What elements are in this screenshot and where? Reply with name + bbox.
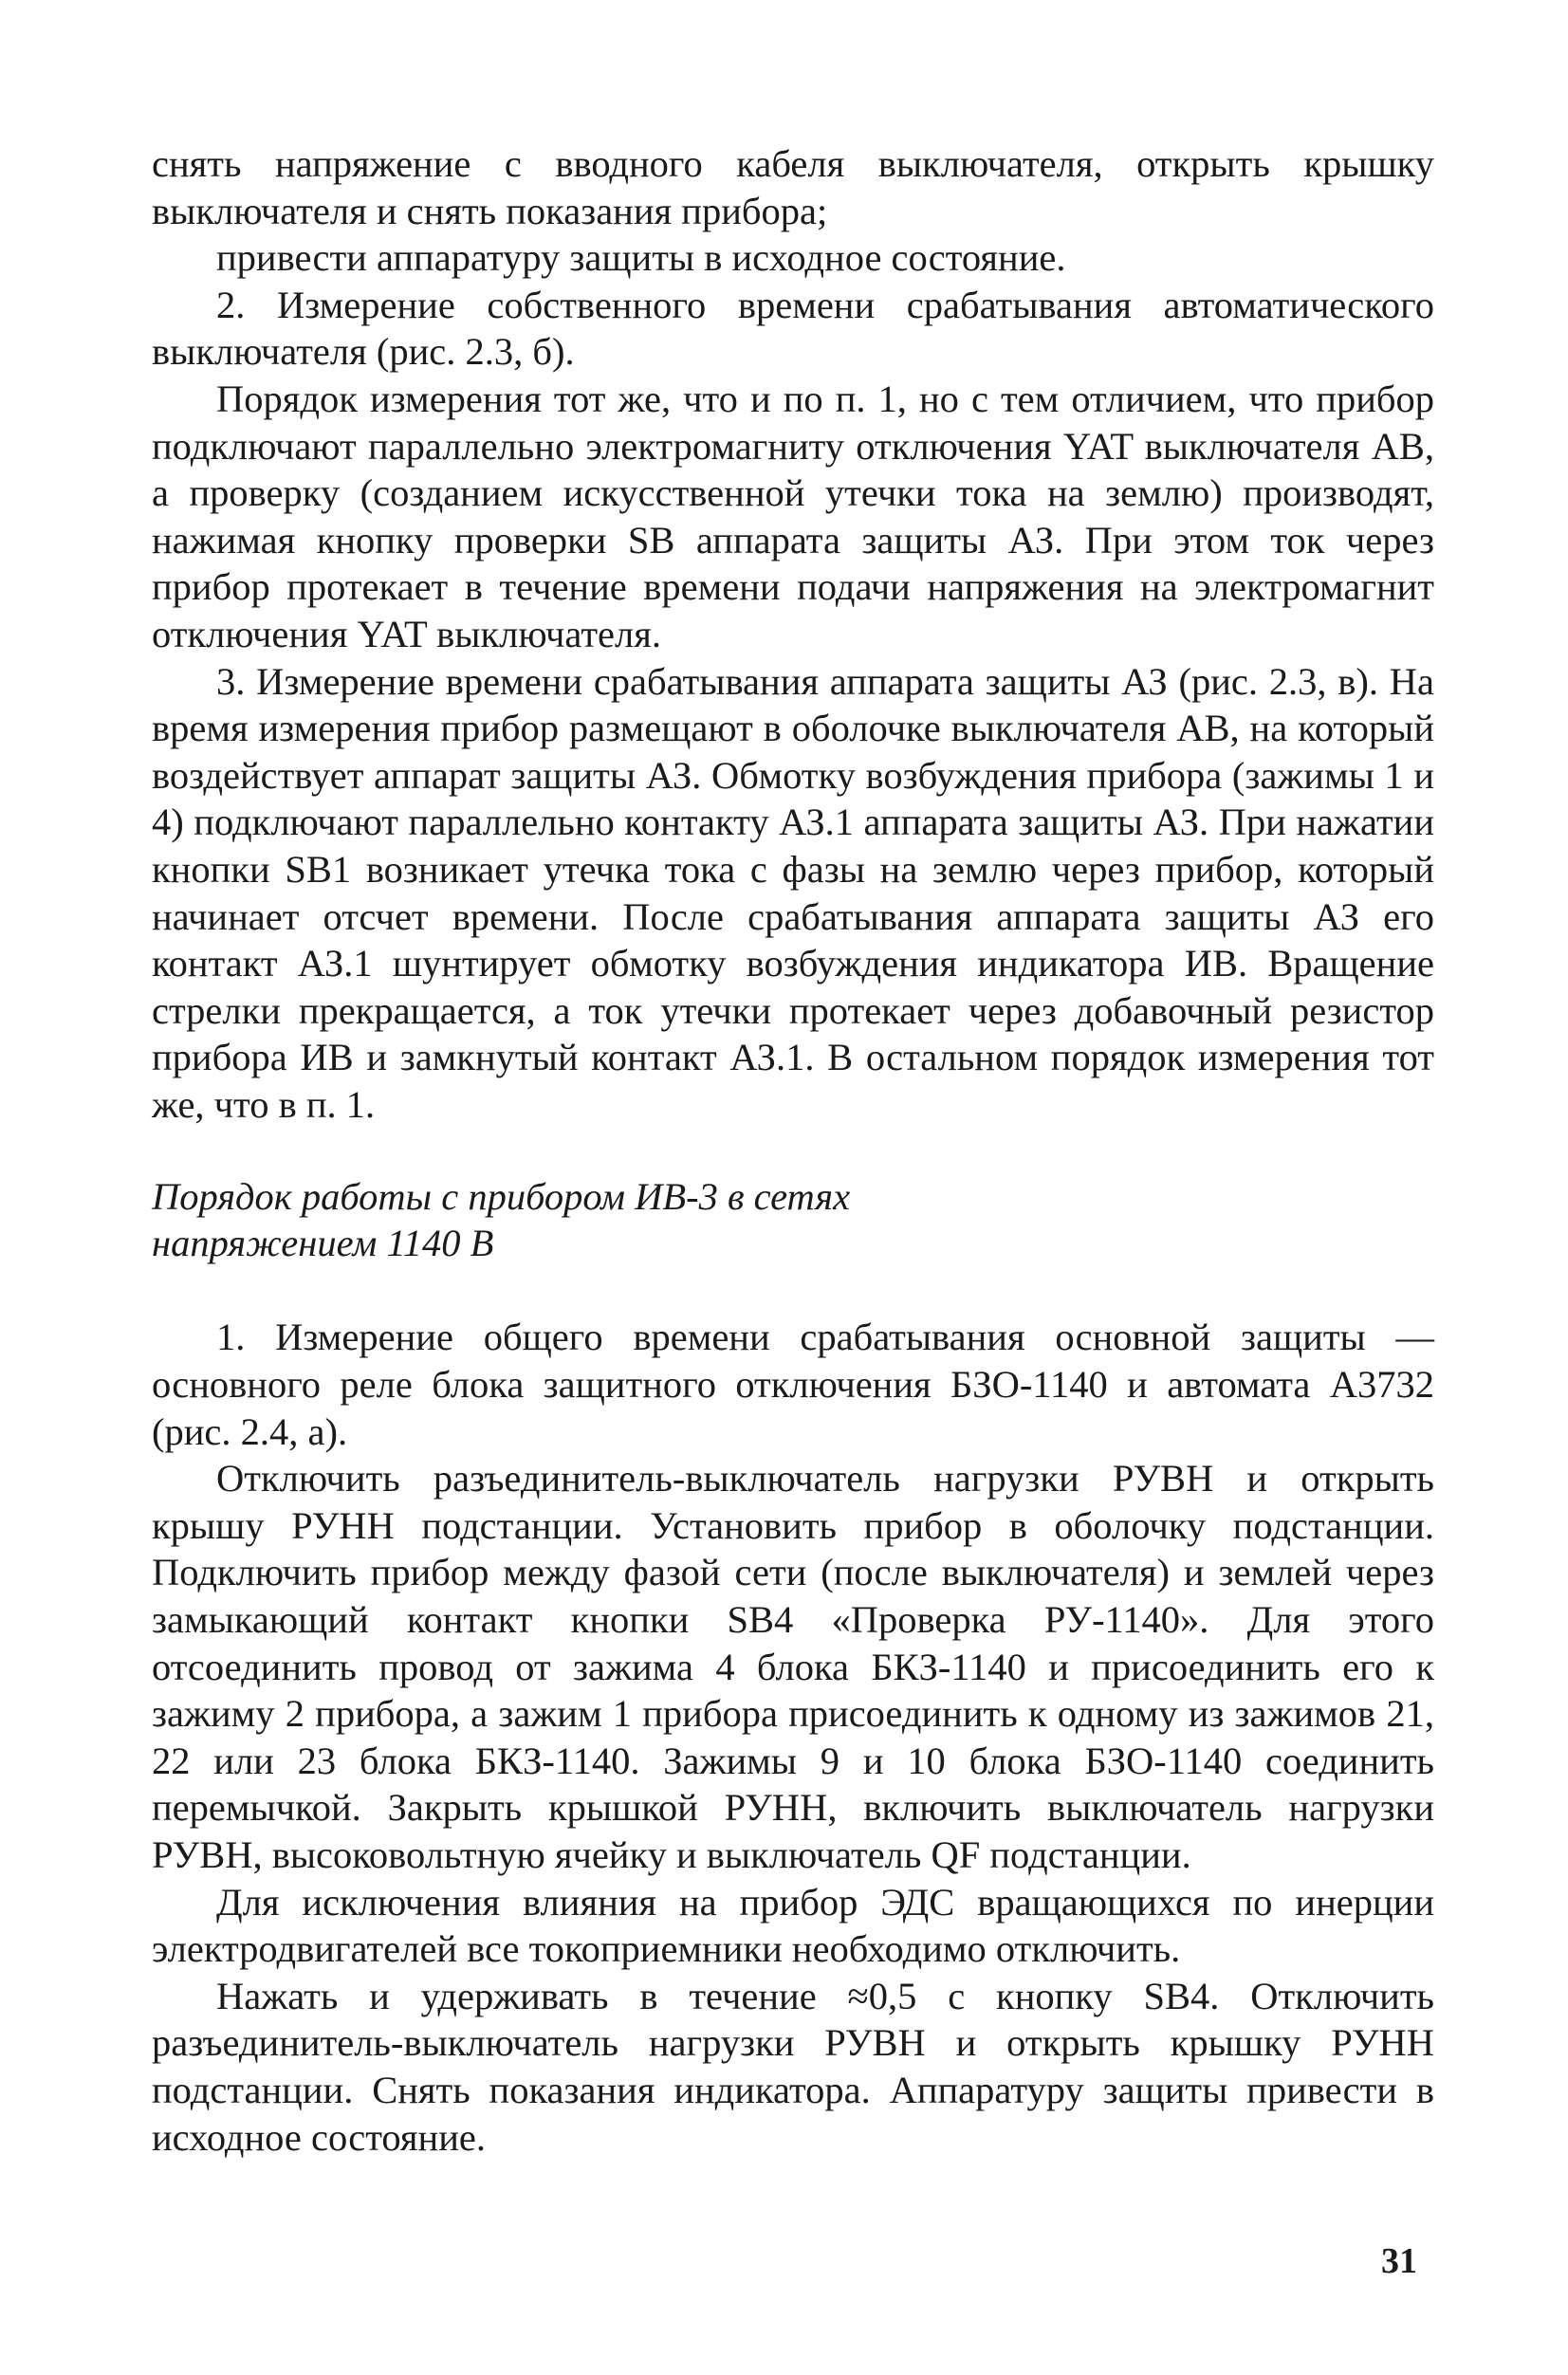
- paragraph-item-3: 3. Измерение времени срабатывания аппарата защиты АЗ (рис. 2.3, в). На время измерения прибор размещают в оболочке выключателя AB, на который воздействует аппарат защиты АЗ. Обмотку возбуждения прибора (зажимы 1 и 4) подключают параллельно контакту АЗ.1 аппарата защиты АЗ. При нажатии кнопки SB1 возникает утечка тока с фазы на землю через прибор, который начинает отсчет времени. После срабатывания аппарата защиты АЗ его контакт АЗ.1 шунтирует обмотку возбуждения индикатора ИВ. Вращение стрелки прекращается, а ток утечки протекает через добавочный резистор прибора ИВ и замкнутый контакт АЗ.1. В остальном порядок измерения тот же, что в п. 1.: [152, 659, 1434, 1126]
- section-heading-line-1: Порядок работы с прибором ИВ-3 в сетях: [152, 1175, 851, 1219]
- paragraph-1: снять напряжение с вводного кабеля выключателя, открыть крышку выключателя и снять показания прибора;: [152, 142, 1434, 232]
- paragraph-1140-note: Для исключения влияния на прибор ЭДС вращающихся по инерции электродвигателей все токоприемники необходимо отключить.: [152, 1880, 1434, 1971]
- page-number: 31: [1381, 2241, 1417, 2281]
- paragraph-item-2: 2. Измерение собственного времени срабатывания автоматического выключателя (рис. 2.3, б).: [152, 283, 1434, 374]
- section-heading: [152, 1173, 1434, 1266]
- page-body: [152, 140, 1434, 2161]
- paragraph-1140-item-1: 1. Измерение общего времени срабатывания основной защиты — основного реле блока защитного отключения БЗО-1140 и автомата А3732 (рис. 2.4, а).: [152, 1316, 1434, 1453]
- paragraph-2: привести аппаратуру защиты в исходное состояние.: [216, 236, 1066, 280]
- paragraph-1140-final: Нажать и удерживать в течение ≈0,5 с кнопку SB4. Отключить разъединитель-выключатель нагрузки РУВН и открыть крышку РУНН подстанции. Снять показания индикатора. Аппаратуру защиты привести в исходное состояние.: [152, 1974, 1434, 2159]
- paragraph-procedure: Порядок измерения тот же, что и по п. 1, но с тем отличием, что прибор подключают параллельно электромагниту отключения YAT выключателя AB, а проверку (созданием искусственной утечки тока на землю) производят, нажимая кнопку проверки SB аппарата защиты АЗ. При этом ток через прибор протекает в течение времени подачи напряжения на электромагнит отключения YAT выключателя.: [152, 377, 1434, 655]
- section-heading-line-2: напряжением 1140 В: [152, 1222, 494, 1265]
- paragraph-1140-procedure: Отключить разъединитель-выключатель нагрузки РУВН и открыть крышу РУНН подстанции. Установить прибор в оболочку подстанции. Подключить прибор между фазой сети (после выключателя) и землей через замыкающий контакт кнопки SB4 «Проверка РУ-1140». Для этого отсоединить провод от зажима 4 блока БКЗ-1140 и присоединить его к зажиму 2 прибора, а зажим 1 прибора присоединить к одному из зажимов 21, 22 или 23 блока БКЗ-1140. Зажимы 9 и 10 блока БЗО-1140 соединить перемычкой. Закрыть крышкой РУНН, включить выключатель нагрузки РУВН, высоковольтную ячейку и выключатель QF подстанции.: [152, 1457, 1434, 1876]
